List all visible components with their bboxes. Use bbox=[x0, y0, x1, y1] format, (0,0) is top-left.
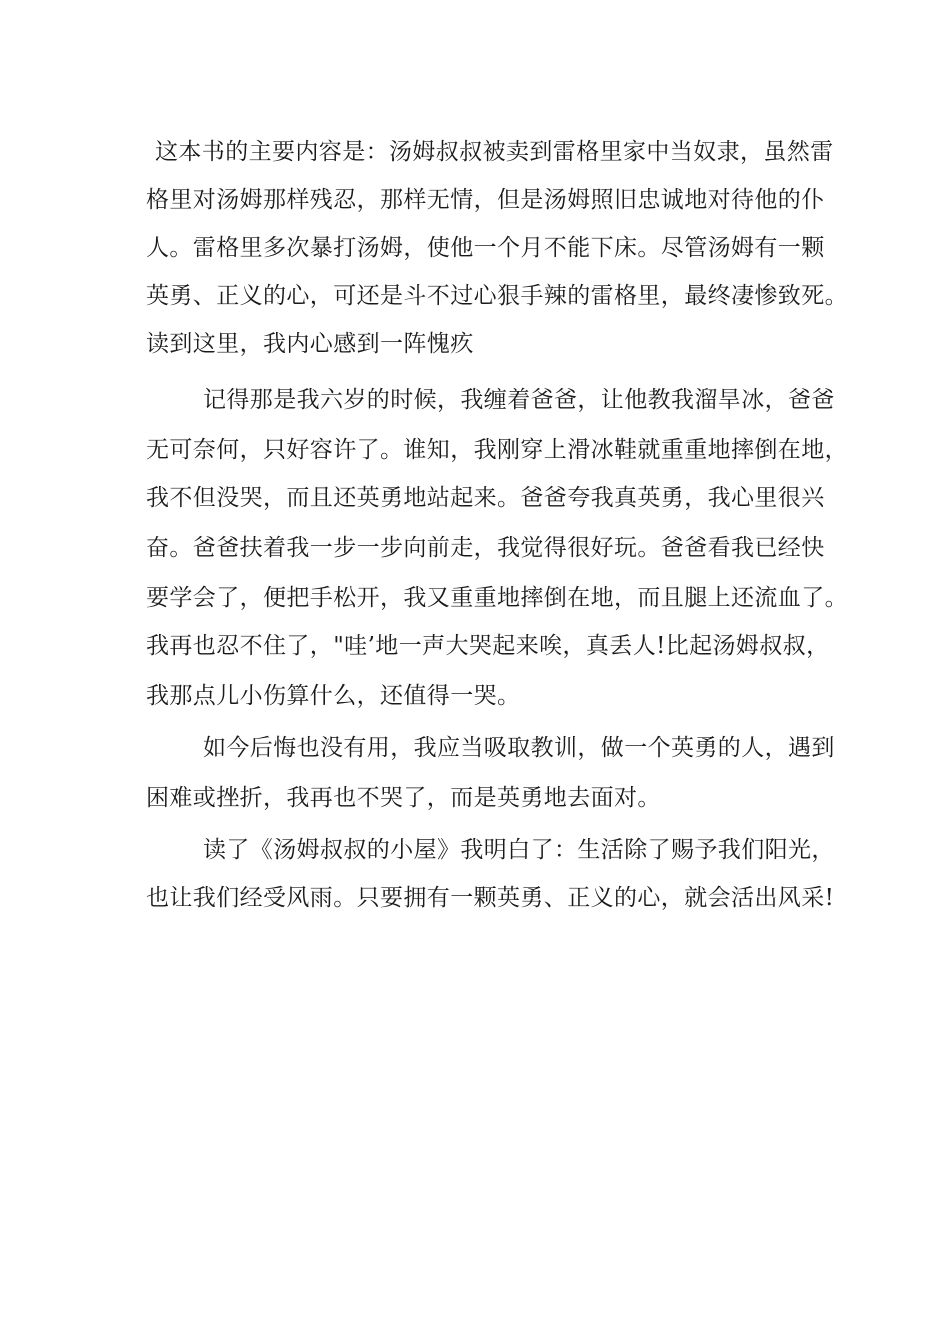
paragraph-3-line-2: 困难或挫折，我再也不哭了，而是英勇地去面对。 bbox=[146, 785, 661, 811]
paragraph-2-line-1: 记得那是我六岁的时候，我缠着爸爸，让他教我溜旱冰，爸爸 bbox=[203, 387, 835, 413]
paragraph-1-line-1: 这本书的主要内容是：汤姆叔叔被卖到雷格里家中当奴隶，虽然雷 bbox=[155, 139, 834, 165]
paragraph-2-line-2: 无可奈何，只好容许了。谁知，我刚穿上滑冰鞋就重重地摔倒在地， bbox=[146, 437, 848, 463]
paragraph-4-line-2: 也让我们经受风雨。只要拥有一颗英勇、正义的心，就会活出风采! bbox=[146, 885, 835, 911]
paragraph-2-line-3: 我不但没哭，而且还英勇地站起来。爸爸夸我真英勇，我心里很兴 bbox=[146, 485, 825, 511]
paragraph-4-line-1: 读了《汤姆叔叔的小屋》我明白了：生活除了赐予我们阳光， bbox=[203, 837, 835, 863]
paragraph-3-line-1: 如今后悔也没有用，我应当吸取教训，做一个英勇的人，遇到 bbox=[203, 735, 835, 761]
paragraph-2-line-6: 我再也忍不住了，"哇’地一声大哭起来唉，真丢人!比起汤姆叔叔， bbox=[146, 633, 830, 659]
paragraph-1-line-4: 英勇、正义的心，可还是斗不过心狠手辣的雷格里，最终凄惨致死。 bbox=[146, 283, 848, 309]
paragraph-2-line-7: 我那点儿小伤算什么，还值得一哭。 bbox=[146, 683, 521, 709]
paragraph-2-line-4: 奋。爸爸扶着我一步一步向前走，我觉得很好玩。爸爸看我已经快 bbox=[146, 535, 825, 561]
paragraph-1-line-5: 读到这里，我内心感到一阵愧疚 bbox=[146, 331, 474, 357]
paragraph-1-line-3: 人。雷格里多次暴打汤姆，使他一个月不能下床。尽管汤姆有一颗 bbox=[146, 235, 825, 261]
paragraph-2-line-5: 要学会了，便把手松开，我又重重地摔倒在地，而且腿上还流血了。 bbox=[146, 585, 848, 611]
paragraph-1-line-2: 格里对汤姆那样残忍，那样无情，但是汤姆照旧忠诚地对待他的仆 bbox=[146, 187, 825, 213]
